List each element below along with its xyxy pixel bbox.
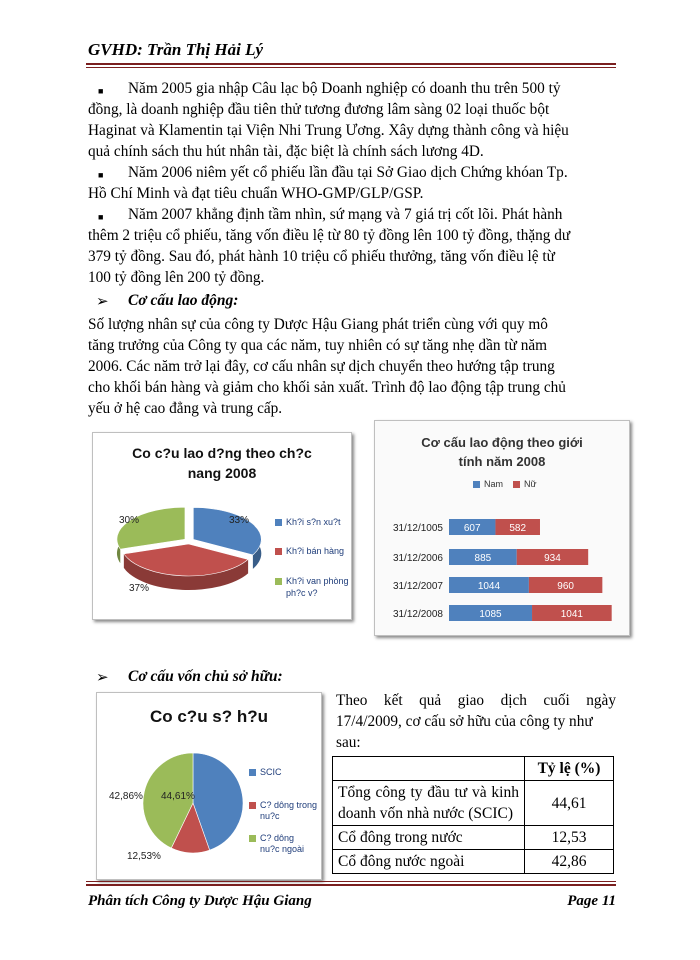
arrow-bullet-icon: ➢	[96, 670, 109, 686]
data-label: 33%	[229, 515, 250, 526]
legend-label: Nam	[484, 479, 504, 489]
text-line: 17/4/2009, cơ cấu sở hữu của công ty như	[336, 713, 593, 730]
text-line: Năm 2006 niêm yết cổ phiếu lần đầu tại Sở Giao dịch Chứng khóan Tp.	[128, 164, 568, 181]
table-row	[333, 850, 614, 874]
bar-data-label: 1044	[477, 581, 501, 592]
table-cell: 42,86	[525, 850, 614, 874]
category-label: 31/12/2006	[392, 553, 443, 564]
bullet-icon: ■	[98, 170, 104, 180]
category-label: 31/12/2007	[392, 581, 443, 592]
chart-title-line: tính năm 2008	[458, 454, 546, 469]
text-line: quả chính sách thu hút nhân tài, đặc biệt là chính sách lương 4D.	[88, 143, 484, 160]
text-line: Theo kết quả giao dịch cuối ngày	[336, 692, 616, 709]
table-header-row	[333, 757, 614, 781]
table-cell: 44,61	[525, 781, 614, 826]
text-line: đồng, là doanh nghiệp đầu tiên thử tương đương lâm sàng 02 loại thuốc bột	[88, 101, 550, 118]
legend-label: ph?c v?	[286, 588, 318, 598]
legend-label: C? dông trong	[260, 800, 318, 810]
text-line: Hồ Chí Minh và đạt tiêu chuẩn WHO-GMP/GLP/GSP.	[88, 185, 424, 202]
text-line: 100 tỷ đồng lên 200 tỷ đồng.	[88, 269, 265, 286]
bar-data-label: 960	[557, 581, 574, 592]
bar-data-label: 934	[544, 553, 561, 564]
footer-rule	[86, 881, 616, 882]
legend-label: Kh?i van phòng	[286, 576, 349, 586]
section-heading-ownership: Cơ cấu vốn chủ sở hữu:	[128, 668, 283, 685]
category-label: 31/12/2008	[392, 609, 443, 620]
legend-label: nu?c ngoài	[260, 844, 305, 854]
data-label: 30%	[119, 515, 140, 526]
page-number: Page 11	[567, 893, 616, 909]
text-line: 379 tỷ đồng. Sau đó, phát hành 10 triệu cổ phiếu thưởng, tăng vốn điều lệ từ	[88, 248, 555, 265]
text-line: Năm 2007 khẳng định tầm nhìn, sứ mạng và 7 giá trị cốt lõi. Phát hành	[128, 206, 563, 223]
section-heading-labor: Cơ cấu lao động:	[128, 292, 239, 309]
legend-label: SCIC	[260, 767, 282, 777]
legend-label: Kh?i bán hàng	[286, 546, 345, 556]
chart-title-line: Cơ cấu lao động theo giới	[421, 435, 583, 450]
data-label: 44,61%	[161, 791, 195, 802]
chart-title: Co c?u s? h?u	[149, 707, 269, 726]
bar-data-label: 607	[463, 523, 481, 534]
bar-data-label: 582	[509, 523, 527, 534]
table-row	[333, 781, 614, 826]
legend-label: C? dông	[260, 833, 295, 843]
text-line: cho khối bán hàng và giảm cho khối sản xuất. Trình độ lao động tập trung chủ	[88, 379, 566, 396]
table-header-cell	[333, 757, 525, 781]
text-line: Haginat và Klamentin tại Viện Nhi Trung Ương. Xây dựng thành công và hiệu	[88, 122, 569, 139]
data-label: 42,86%	[109, 791, 143, 802]
table-header-cell: Tỷ lệ (%)	[525, 757, 614, 781]
table-cell: 12,53	[525, 826, 614, 850]
legend-label: Kh?i s?n xu?t	[286, 517, 341, 527]
legend-label: nu?c	[260, 811, 280, 821]
bullet-icon: ■	[98, 86, 104, 96]
ownership-table	[332, 756, 614, 874]
text-line: tăng trưởng của Công ty qua các năm, tuy nhiên có sự tăng nhẹ dần từ năm	[88, 337, 548, 354]
footer-title: Phân tích Công ty Dược Hậu Giang	[88, 893, 312, 909]
legend-label: Nữ	[524, 479, 537, 489]
text-line: thêm 2 triệu cổ phiếu, tăng vốn điều lệ từ 80 tỷ đồng lên 100 tỷ đồng, thặng dư	[88, 227, 571, 244]
text-line: Số lượng nhân sự của công ty Dược Hậu Giang phát triển cùng với quy mô	[88, 316, 548, 333]
table-cell: Cổ đông trong nước	[333, 826, 525, 850]
arrow-bullet-icon: ➢	[96, 294, 109, 310]
chart-title-line: Co c?u lao d?ng theo ch?c	[132, 445, 312, 461]
footer-rule-thick	[86, 884, 616, 886]
category-label: 31/12/1005	[392, 523, 443, 534]
table-cell: Tổng công ty đầu tư và kinh doanh vốn nhà nước (SCIC)	[333, 781, 525, 826]
bar-data-label: 1041	[560, 609, 583, 620]
bar-data-label: 1085	[479, 609, 502, 620]
table-cell: Cổ đông nước ngoài	[333, 850, 525, 874]
bar-data-label: 885	[474, 553, 492, 564]
text-line: 2006. Các năm trở lại đây, cơ cấu nhân sự dịch chuyển theo hướng tập trung	[88, 358, 555, 375]
table-row	[333, 826, 614, 850]
text-line: sau:	[336, 734, 361, 751]
text-line: Năm 2005 gia nhập Câu lạc bộ Doanh nghiệp có doanh thu trên 500 tỷ	[128, 80, 561, 97]
bullet-icon: ■	[98, 212, 104, 222]
text-line: yếu ở hệ cao đẳng và trung cấp.	[88, 400, 283, 417]
data-label: 12,53%	[127, 851, 161, 862]
chart-title-line: nang 2008	[187, 465, 257, 481]
page-header-title: GVHD: Trần Thị Hải Lý	[88, 40, 264, 59]
data-label: 37%	[129, 583, 150, 594]
